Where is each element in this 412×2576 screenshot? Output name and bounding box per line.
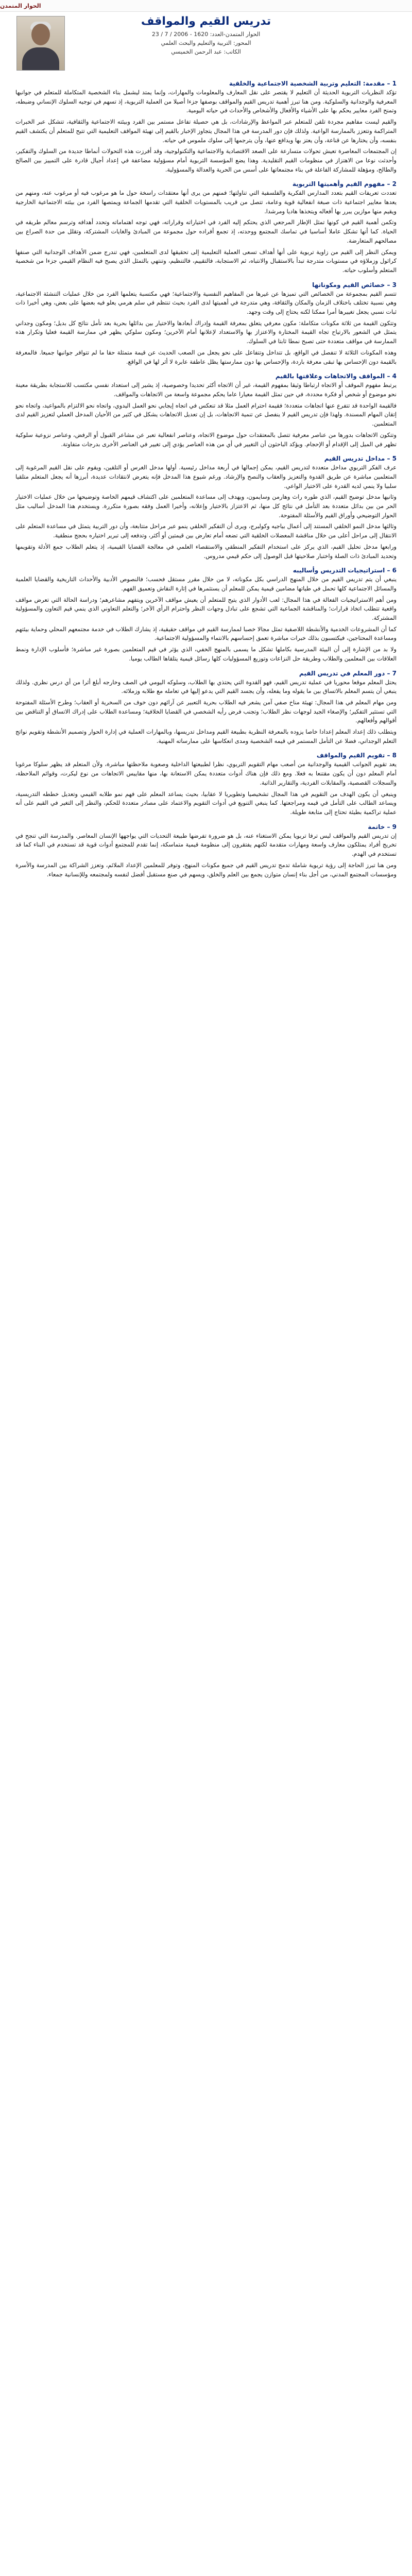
- paragraph: وثالثها مدخل النمو الخلقي المستند إلى أعمال بياجيه وكولبرج، ويرى أن التفكير الخلقي ينمو عبر مراحل متتابعة، وأن دور التربية يتمثل في مساعدة المتعلم على الانتقال إلى مراحل أعلى من خلال مناقشة المعضلات الخلقية التي تضعه أمام تعارض بين قيمتين أو أكثر، وتدفعه إلى تبرير اختياره بحجج منطقية.: [15, 523, 397, 539]
- article-section: [15, 281, 397, 367]
- paragraph: تعددت تعريفات القيم بتعدد المدارس الفكرية والفلسفية التي تناولتها؛ فمنهم من يرى أنها معتقدات راسخة حول ما هو مرغوب فيه أو مرغوب عنه، ومنهم من يعدها معايير اجتماعية ذات صبغة انفعالية قوية وعامة، تتصل من قريب بالمستويات الخلقية التي تقدمها الجماعة ويمتصها الفرد من بيئته الاجتماعية الخارجية ويقيم منها موازين يبرر بها أفعاله ويتخذها هاديا ومرشدا.: [15, 190, 397, 215]
- paragraph: يحتل المعلم موقعا محوريا في عملية تدريس القيم، فهو القدوة التي يحتذي بها الطلاب، وسلوكه اليومي في الصف وخارجه أبلغ أثرا من أي درس نظري. ولذلك ينبغي أن يتسم المعلم بالاتساق بين ما يقوله وما يفعله، وأن يجسد القيم التي يدعو إليها في تعامله مع طلابه وزملائه.: [15, 679, 397, 695]
- paragraph: وتتكون الاتجاهات بدورها من عناصر معرفية تتصل بالمعتقدات حول موضوع الاتجاه، وعناصر انفعالية تعبر عن مشاعر القبول أو الرفض، وعناصر نزوعية سلوكية تظهر في الميل إلى الإقدام أو الإحجام. ويؤكد الباحثون أن التغيير في أي من هذه العناصر يؤدي إلى تغيير في العناصر الأخرى بدرجات متفاوتة.: [15, 431, 397, 448]
- article-title: تدريس القيم والمواقف: [141, 15, 271, 28]
- byline-section[interactable]: المحور: التربية والتعليم والبحث العلمي: [161, 40, 251, 46]
- article-section: [15, 80, 397, 174]
- section-title: 6 – استراتيجيات التدريس وأساليبه: [293, 567, 397, 574]
- article-section: [15, 372, 397, 449]
- paragraph: ويتطلب ذلك إعداد المعلم إعدادا خاصا يزوده بالمعرفة النظرية بطبيعة القيم ومداخل تدريسها، وبالمهارات العملية في إدارة الحوار وتصميم الأنشطة وتقويم نواتج التعلم الوجداني، فضلا عن التأمل المستمر في قيمه الشخصية ومدى انعكاسها على ممارساته المهنية.: [15, 728, 397, 744]
- section-title: 1 – مقدمة: التعليم وتربية الشخصية الاجتماعية والخلقية: [229, 80, 397, 87]
- section-title: 4 – المواقف والاتجاهات وعلاقتها بالقيم: [275, 372, 397, 380]
- section-title: 3 – خصائص القيم ومكوناتها: [312, 281, 397, 289]
- paragraph: وهذه المكونات الثلاثة لا تنفصل في الواقع، بل تتداخل وتتفاعل على نحو يجعل من الصعب الحديث عن قيمة متمثلة حقا ما لم تتوافر جوانبها جميعا. فالمعرفة بالقيمة دون الإحساس بها تبقى معرفة باردة، والإحساس بها دون ممارستها يظل عاطفة عابرة لا أثر لها في الواقع.: [15, 349, 397, 365]
- paragraph: تؤكد النظريات التربوية الحديثة أن التعليم لا يقتصر على نقل المعارف والمعلومات والمهارات، وإنما يمتد ليشمل بناء الشخصية المتكاملة للمتعلم في جوانبها المعرفية والوجدانية والسلوكية. ومن هنا تبرز أهمية تدريس القيم والمواقف بوصفها جزءا أصيلا من العملية التربوية، إذ تسهم في توجيه السلوك الإنساني وضبطه، وتمنح الفرد معايير يحكم بها على الأشياء والأفعال والأشخاص والأحداث في حياته اليومية.: [15, 89, 397, 114]
- author-photo-head: [31, 24, 50, 45]
- section-title: 7 – دور المعلم في تدريس القيم: [299, 669, 397, 677]
- paragraph: إن تدريس القيم والمواقف ليس ترفا تربويا يمكن الاستغناء عنه، بل هو ضرورة تفرضها طبيعة التحديات التي يواجهها الإنسان المعاصر. والمدرسة التي تنجح في تخريج أفراد يمتلكون معارف واسعة ومهارات متقدمة لكنهم يفتقرون إلى منظومة قيمية متماسكة، إنما تقدم للمجتمع أدوات قوية قد تستخدم في البناء كما قد تستخدم في الهدم.: [15, 832, 397, 858]
- paragraph: كما أن المشروعات الخدمية والأنشطة اللاصفية تمثل مجالا خصبا لممارسة القيم في مواقف حقيقية، إذ يشارك الطلاب في خدمة مجتمعهم المحلي وحماية بيئتهم ومساعدة المحتاجين، فيكتسبون بذلك خبرات مباشرة تعمق إحساسهم بالانتماء والمسؤولية الاجتماعية.: [15, 625, 397, 642]
- paragraph: وتتكون القيمة من ثلاثة مكونات متكاملة: مكون معرفي يتعلق بمعرفة القيمة وإدراك أبعادها والاختيار بين بدائلها بحرية بعد تأمل نتائج كل بديل؛ ومكون وجداني يتمثل في الشعور بالارتياح تجاه القيمة المختارة والاعتزاز بها والاستعداد لإعلانها أمام الآخرين؛ ومكون سلوكي يظهر في ممارسة القيمة فعليا وتكرار هذه الممارسة في مواقف متعددة حتى تصبح نمطا ثابتا في السلوك.: [15, 319, 397, 345]
- article-section: [15, 670, 397, 746]
- site-header: [0, 0, 412, 12]
- paragraph: ومن هنا تبرز الحاجة إلى رؤية تربوية شاملة تدمج تدريس القيم في جميع مكونات المنهج، وتوفر للمعلمين الإعداد الملائم، وتعزز الشراكة بين المدرسة والأسرة ومؤسسات المجتمع المدني، من أجل بناء إنسان متوازن يجمع بين العلم والخلق، ويسهم في صنع مستقبل أفضل لنفسه ولمجتمعه وللإنسانية جمعاء.: [15, 861, 397, 878]
- article-section: [15, 455, 397, 561]
- paragraph: وتكمن أهمية القيم في كونها تمثل الإطار المرجعي الذي يحتكم إليه الفرد في اختياراته وقراراته، فهي توجه اهتماماته وتحدد أهدافه وترسم معالم طريقه في الحياة. كما أنها تشكل عاملا أساسيا في تماسك المجتمع ووحدته، إذ تجمع أفراده حول مجموعة من المبادئ والغايات المشتركة، وتقلل من حدة الصراع بين مصالحهم المتعارضة.: [15, 219, 397, 244]
- paragraph: ومن مهام المعلم في هذا المجال: تهيئة مناخ صفي آمن يشعر فيه الطلاب بحرية التعبير عن آرائهم دون خوف من السخرية أو العقاب؛ وطرح الأسئلة المفتوحة التي تستثير التفكير؛ والإصغاء الجيد لوجهات نظر الطلاب؛ وتجنب فرض رأيه الشخصي في القضايا الخلافية؛ ومساعدة الطلاب على إدراك الاتساق أو التناقض بين أقوالهم وأفعالهم.: [15, 699, 397, 724]
- paragraph: إن المجتمعات المعاصرة تعيش تحولات متسارعة على الصعد الاقتصادية والاجتماعية والتكنولوجية، وقد أفرزت هذه التحولات أنماطا جديدة من السلوك والتفكير، وأحدثت نوعا من الاهتزاز في منظومات القيم التقليدية. وهذا يضع المؤسسة التربوية أمام مسؤولية مضاعفة في إعداد أجيال قادرة على التمييز بين الصالح والطالح، ومؤهلة للمشاركة الفاعلة في بناء مجتمعاتها على أسس من الحرية والعدالة والمسؤولية.: [15, 148, 397, 173]
- site-title[interactable]: الحوار المتمدن: [0, 2, 41, 9]
- paragraph: والقيم ليست مفاهيم مجردة تلقن للمتعلم عبر المواعظ والإرشادات، بل هي حصيلة تفاعل مستمر بين الفرد وبيئته الاجتماعية والثقافية، تتشكل عبر الخبرات المتراكمة وتتعزز بالممارسة الواعية. ولذلك فإن دور المدرسة في هذا المجال يتجاوز الإخبار بالقيم إلى تهيئة المواقف التعليمية التي تتيح للمتعلم أن يكتشف القيم بنفسه، وأن يختارها عن قناعة، وأن يعتز بها ويدافع عنها، وأن يترجمها إلى سلوك ملموس في حياته.: [15, 118, 397, 144]
- paragraph: يرتبط مفهوم الموقف أو الاتجاه ارتباطا وثيقا بمفهوم القيمة، غير أن الاتجاه أكثر تحديدا وخصوصية، إذ يشير إلى استعداد نفسي مكتسب للاستجابة بطريقة معينة نحو موضوع أو شخص أو فكرة محددة، في حين تمثل القيمة معيارا عاما يحكم مجموعة واسعة من الاتجاهات والمواقف.: [15, 382, 397, 398]
- byline-issue: الحوار المتمدن-العدد: 1620 - 2006 / 7 / 23: [151, 31, 261, 38]
- article-section: [15, 180, 397, 275]
- paragraph: ينبغي أن يتم تدريس القيم من خلال المنهج الدراسي بكل مكوناته، لا من خلال مقرر مستقل فحسب؛ فالنصوص الأدبية والأحداث التاريخية والقضايا العلمية والمسائل الاجتماعية كلها تحمل في طياتها مضامين قيمية يمكن للمعلم أن يستثمرها في إثارة النقاش وتعميق الفهم.: [15, 576, 397, 592]
- author-name[interactable]: الكاتب: عبد الرحمن الخميسي: [171, 48, 241, 55]
- paragraph: ويمكن النظر إلى القيم من زاوية تربوية على أنها أهداف تسعى العملية التعليمية إلى تحقيقها لدى المتعلمين، فهي تندرج ضمن الأهداف الوجدانية التي صنفها كراثول وزملاؤه في مستويات متدرجة تبدأ بالاستقبال والانتباه، ثم الاستجابة، فالتقييم، فالتنظيم، وتنتهي بالتمثل الذي يصبح فيه النظام القيمي جزءا من شخصية المتعلم وأسلوب حياته.: [15, 248, 397, 274]
- paragraph: ورابعها مدخل تحليل القيم، الذي يركز على استخدام التفكير المنطقي والاستقصاء العلمي في معالجة القضايا القيمية، إذ يتعلم الطلاب جمع الأدلة وتقويمها وتحديد المبادئ ذات الصلة واختبار صلاحيتها قبل الوصول إلى حكم قيمي مدروس.: [15, 543, 397, 560]
- paragraph: يعد تقويم الجوانب القيمية والوجدانية من أصعب مهام التقويم التربوي، نظرا لطبيعتها الداخلية وصعوبة ملاحظتها مباشرة، ولأن المتعلم قد يظهر سلوكا مرغوبا أمام المعلم دون أن يكون مقتنعا به فعلا. ومع ذلك فإن هناك أدوات متعددة يمكن الاستعانة بها، منها مقاييس الاتجاهات من نوع ليكرت، وقوائم الملاحظة، والسجلات القصصية، والمقابلات الفردية، والتقارير الذاتية.: [15, 761, 397, 786]
- byline: [15, 30, 397, 56]
- section-title: 5 – مداخل تدريس القيم: [324, 455, 397, 463]
- article-header: [15, 12, 397, 74]
- article-body: [15, 80, 397, 879]
- paragraph: ولا بد من الإشارة إلى أن البيئة المدرسية بكاملها تشكل ما يسمى بالمنهج الخفي، الذي يؤثر في قيم المتعلمين بصورة غير مباشرة؛ فأسلوب الإدارة ونمط العلاقات بين المعلمين والطلاب وطريقة حل النزاعات وتوزيع المسؤوليات كلها رسائل قيمية يتلقاها الطالب يوميا.: [15, 646, 397, 662]
- article-section: [15, 752, 397, 817]
- paragraph: فالقيمة الواحدة قد تتفرع عنها اتجاهات متعددة؛ فقيمة احترام العمل مثلا قد تنعكس في اتجاه إيجابي نحو العمل اليدوي، واتجاه نحو الالتزام بالمواعيد، واتجاه نحو إتقان المهام المسندة. ولهذا فإن تدريس القيم لا ينفصل عن تنمية الاتجاهات، بل إن تعديل الاتجاهات يشكل في كثير من الأحيان المدخل العملي لتعزيز القيم لدى المتعلمين.: [15, 402, 397, 428]
- section-title: 9 – خاتمة: [368, 823, 397, 831]
- paragraph: عرف الفكر التربوي مداخل متعددة لتدريس القيم، يمكن إجمالها في أربعة مداخل رئيسية. أولها مدخل الغرس أو التلقين، ويقوم على نقل القيم المرغوبة إلى المتعلمين مباشرة عن طريق القدوة والتعزيز والعقاب والنصح والإرشاد. ورغم شيوع هذا المدخل فإنه يتعرض لانتقادات عديدة، أبرزها أنه يجعل المتعلم متلقيا سلبيا ولا ينمي لديه القدرة على الاختيار الواعي.: [15, 464, 397, 489]
- paragraph: تتسم القيم بمجموعة من الخصائص التي تميزها عن غيرها من المفاهيم النفسية والاجتماعية؛ فهي مكتسبة يتعلمها الفرد من خلال عمليات التنشئة الاجتماعية، وهي نسبية تختلف باختلاف الزمان والمكان والثقافة، وهي متدرجة في أهميتها لدى الفرد بحيث تنتظم في سلم هرمي يعلو فيه بعضها على بعض، وهي أخيرا ذات ثبات نسبي يجعل تغييرها أمرا ممكنا لكنه يحتاج إلى وقت وجهد.: [15, 290, 397, 316]
- article-section: [15, 823, 397, 879]
- article-section: [15, 567, 397, 663]
- author-photo: [16, 16, 65, 71]
- section-title: 2 – مفهوم القيم وأهميتها التربوية: [292, 180, 397, 188]
- paragraph: وينبغي أن يكون الهدف من التقويم في هذا المجال تشخيصيا وتطويريا لا عقابيا، بحيث يساعد المعلم على فهم نمو طلابه القيمي وتعديل خططه التدريسية، ويساعد الطالب على التأمل في قيمه ومراجعتها. كما ينبغي التنويع في أدوات التقويم والاعتماد على مصادر متعددة للحكم، والنظر إلى التغير في القيم على أنه عملية تراكمية بطيئة تحتاج إلى متابعة طويلة.: [15, 790, 397, 816]
- paragraph: ومن أهم الاستراتيجيات الفعالة في هذا المجال: لعب الأدوار الذي يتيح للمتعلم أن يعيش مواقف الآخرين ويتفهم مشاعرهم؛ ودراسة الحالة التي تعرض مواقف واقعية تتطلب اتخاذ قرارات؛ والمناقشة الجماعية التي تشجع على تبادل وجهات النظر واحترام الرأي الآخر؛ والتعلم التعاوني الذي ينمي قيم التعاون والمسؤولية المشتركة.: [15, 596, 397, 622]
- section-title: 8 – تقويم القيم والمواقف: [316, 752, 397, 759]
- paragraph: وثانيها مدخل توضيح القيم، الذي طوره راث وهارمن وسايمون، ويهدف إلى مساعدة المتعلمين على اكتشاف قيمهم الخاصة وتوضيحها من خلال عمليات الاختيار الحر من بين بدائل متعددة بعد التأمل في نتائج كل منها، ثم الاعتزاز بالاختيار وإعلانه، وأخيرا العمل وفقه بصورة متكررة. ويستخدم هذا المدخل أساليب مثل الحوار التوضيحي وأوراق القيم والأسئلة المفتوحة.: [15, 494, 397, 519]
- article-container: [15, 12, 397, 879]
- author-photo-body: [22, 47, 59, 71]
